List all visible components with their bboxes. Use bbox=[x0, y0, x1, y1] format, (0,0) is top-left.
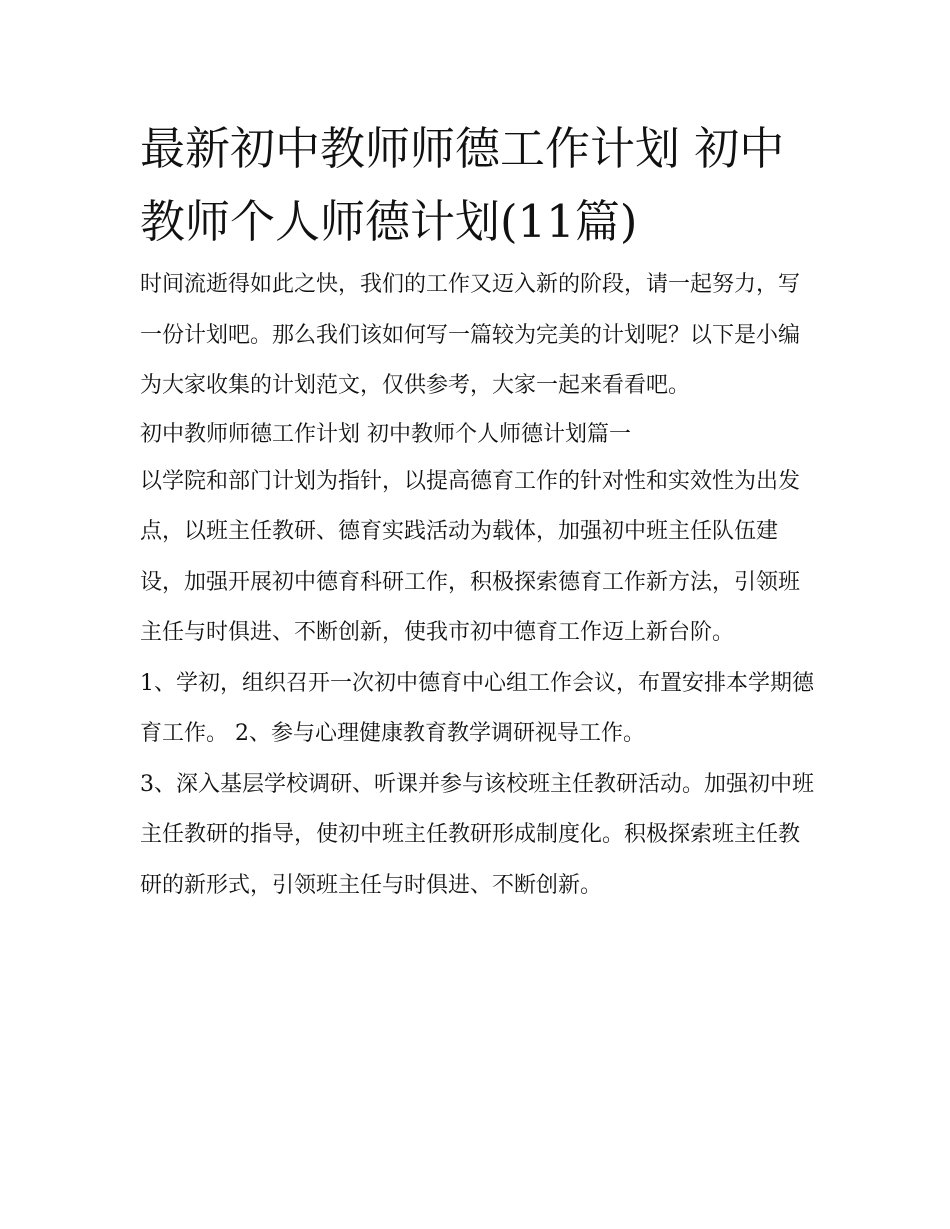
body-paragraph-3: 3、深入基层学校调研、听课并参与该校班主任教研活动。加强初中班主任教研的指导，使初中班主任教研形成制度化。积极探索班主任教研的新形式，引领班主任与时俱进、不断创新。 bbox=[140, 771, 814, 898]
section-heading: 初中教师师德工作计划 初中教师个人师德计划篇一 bbox=[140, 421, 631, 447]
body-paragraph-1: 以学院和部门计划为指针，以提高德育工作的针对性和实效性为出发点，以班主任教研、德育实践活动为载体，加强初中班主任队伍建设，加强开展初中德育科研工作，积极探索德育工作新方法，引领班主任与时俱进、不断创新，使我市初中德育工作迈上新台阶。 bbox=[140, 468, 801, 645]
intro-paragraph: 时间流逝得如此之快，我们的工作又迈入新的阶段，请一起努力，写一份计划吧。那么我们该如何写一篇较为完美的计划呢？以下是小编为大家收集的计划范文，仅供参考，大家一起来看看吧。 bbox=[140, 272, 801, 398]
body-paragraph-2: 1、学初，组织召开一次初中德育中心组工作会议，布置安排本学期德育工作。 2、参与心理健康教育教学调研视导工作。 bbox=[140, 670, 814, 746]
document-body bbox=[140, 112, 820, 911]
document-title: 最新初中教师师德工作计划 初中教师个人师德计划(11篇) bbox=[140, 122, 785, 248]
